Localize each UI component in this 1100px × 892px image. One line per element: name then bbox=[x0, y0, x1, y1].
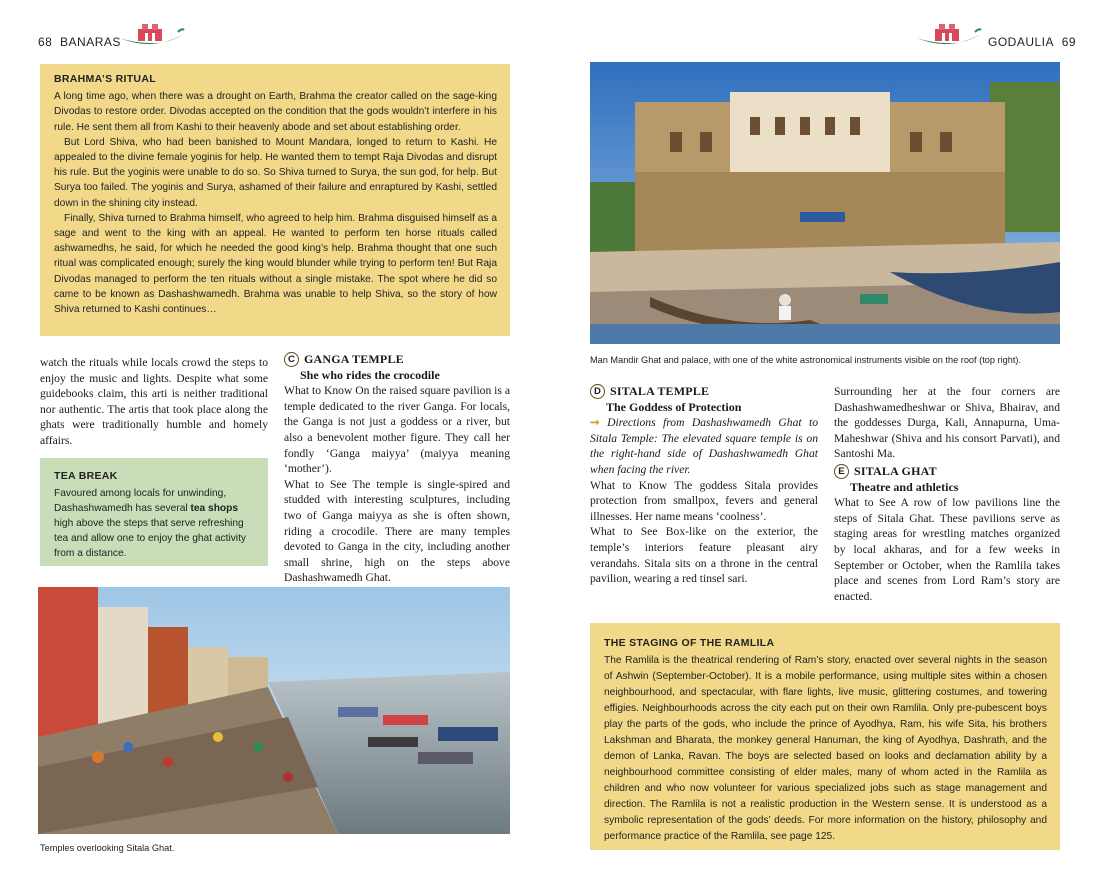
right-column-2 bbox=[834, 384, 1060, 604]
sitala-para-2: What to See Box-like on the exterior, the temple’s interiors feature pleasant airy verandahs. Sitala sits on a throne in the central pavilion, wearing a red tinsel sari. bbox=[590, 525, 818, 586]
boat-temple-icon-right bbox=[915, 20, 983, 50]
ganga-para-2: What to See The temple is single-spired and studded with interesting sculptures, including two of Ganga maiyya as she is often shown, riding a crocodile. There are many temples devoted to Ganga in the city, including another small shrine, high on the steps above Dashashwamedh Ghat. bbox=[284, 477, 510, 585]
sitala-temple-heading bbox=[590, 384, 818, 400]
ghat-photo-illustration bbox=[38, 587, 510, 834]
tea-text-a: Favoured among locals for unwinding, Dashashwamedh has several bbox=[54, 488, 227, 514]
sitala-temple-section bbox=[590, 384, 818, 587]
sitala-directions bbox=[590, 415, 818, 477]
ganga-temple-heading bbox=[284, 352, 510, 368]
left-page-number: 68 bbox=[38, 35, 53, 49]
sitala-ghat-para-1: What to See A row of low pavilions line the steps of Sitala Ghat. These pavilions serve as staging areas for wrestling matches organized by local akharas, and for a few weeks in September or October, when the Ramlila takes place and scenes from Lord Ram’s story are enacted. bbox=[834, 496, 1060, 603]
sitala-ghat-heading bbox=[834, 464, 1060, 480]
arti-paragraph: watch the rituals while locals crowd the steps to enjoy the music and lights. Despite what some guidebooks claim, this arti is neither traditional nor authentic. The artis that took place along the ghats were traditionally humble and homely affairs. bbox=[40, 356, 268, 447]
sitala-directions-text: Directions from Dashashwamedh Ghat to Sitala Temple: The elevated square temple is on the right-hand side of Dashashwamedh Ghat when facing the river. bbox=[590, 416, 818, 476]
sitala-temple-title: SITALA TEMPLE bbox=[610, 384, 710, 398]
sitala-temple-subtitle: The Goddess of Protection bbox=[606, 399, 742, 414]
left-column-text bbox=[40, 355, 268, 449]
directions-arrow-icon: ➞ bbox=[590, 416, 600, 430]
left-page-header bbox=[38, 35, 121, 49]
brahma-para-2: But Lord Shiva, who had been banished to Mount Mandara, longed to return to Kashi. He appealed to the divine female yoginis for help. He wanted them to tempt Raja Divodas and disrupt his rule. But the yoginis were unable to do so. So Shiva turned to Surya, the sun god, for help. But Surya too failed. The yoginis and Surya, ashamed of their failure and enraptured by Kashi, settled down in the shining city instead. bbox=[54, 136, 497, 209]
tea-box-title: TEA BREAK bbox=[54, 470, 118, 482]
brahma-ritual-box bbox=[40, 64, 510, 336]
tea-text-b: high above the steps that serve refreshing tea and allow one to enjoy the ghat activity from a distance. bbox=[54, 518, 246, 559]
sitala-para-3: Surrounding her at the four corners are Dashashwamedheshwar or Shiva, Bhairav, and the goddesses Durga, Kali, Annapurna, Uma-Maheshwar (Shiva and his consort Parvati), and Santoshi Ma. bbox=[834, 385, 1060, 461]
ramlila-box bbox=[590, 623, 1060, 850]
tea-break-box bbox=[40, 458, 268, 566]
marker-e-icon: E bbox=[834, 464, 849, 479]
ramlila-box-text: The Ramlila is the theatrical rendering of Ram’s story, enacted over several nights in the season of Ashwin (September-October). It is a mobile performance, using multiple sites within a chosen neighbourhood, and spectacular, with flare lights, live music, glittering costumes, and towering effigies. Neighbourhoods across the city each put on their own Ramlila. Only pre-pubescent boys play the parts of the gods, who include the prince of Ayodhya, Ram, his wife Sita, his brothers Lakshman and Bharata, the monkey general Hanuman, the king of Ayodhya, Dashrath, and the demon of Lanka, Ravan. The boys are selected based on looks and declamation ability by a neighbourhood committee consisting of elder males, many of whom acted in the Ramlila as children and who now volunteer for various specialized jobs such as stage management and direction. The Ramlila is not a realistic production in the Western sense. It is understood as a symbolic representation of the gods’ deeds. For more information on the history, philosophy and performance practice of the Ramlila, see page 125. bbox=[604, 655, 1047, 842]
ganga-para-1: What to Know On the raised square pavilion is a temple dedicated to the river Ganga. For locals, the Ganga is not just a goddess or a river, but also a benevolent mother figure. They call her fondly ‘Ganga maiyya’ (maiyya meaning ‘mother’). bbox=[284, 384, 510, 476]
ganga-temple-title: GANGA TEMPLE bbox=[304, 352, 404, 366]
left-page-title: BANARAS bbox=[60, 35, 121, 49]
brahma-para-1: A long time ago, when there was a drought on Earth, Brahma the creator called on the sage-king Divodas to restore order. Divodas accepted on the condition that the gods wouldn’t interfere in his rule. He sent them all from Kashi to their heavenly abode and set about establishing order. bbox=[54, 91, 497, 133]
ganga-temple-subtitle: She who rides the crocodile bbox=[300, 367, 440, 382]
tea-shops-bold: tea shops bbox=[190, 503, 239, 514]
right-page-number: 69 bbox=[1061, 35, 1077, 49]
marker-c-icon: C bbox=[284, 352, 299, 367]
brahma-para-3: Finally, Shiva turned to Brahma himself, who agreed to help him. Brahma disguised himself as a sage and went to the king with an appeal. He wanted to perform ten horse rituals called ashwamedhs, he said, for which he needed the good king’s help. Brahma thought that one such ritual was complicated enough; surely the king would blunder while trying to perform ten! But Raja Divodas managed to perform the ten rituals without a single mistake. The spot where he did so came to be known as Dashashwamedh. Brahma was unable to help Shiva, so the story of how Shiva returned to Kashi continues… bbox=[54, 212, 497, 316]
left-photo-caption: Temples overlooking Sitala Ghat. bbox=[40, 843, 175, 853]
boat-temple-icon bbox=[118, 20, 186, 50]
right-page-header bbox=[988, 35, 1076, 49]
sitala-para-1: What to Know The goddess Sitala provides protection from smallpox, fevers and general illnesses. Her name means ‘coolness’. bbox=[590, 478, 818, 523]
right-page-title: GODAULIA bbox=[988, 35, 1055, 49]
sitala-ghat-subtitle: Theatre and athletics bbox=[850, 479, 959, 494]
palace-photo-illustration bbox=[590, 62, 1060, 344]
sitala-ghat-photo bbox=[38, 587, 510, 834]
right-photo-caption: Man Mandir Ghat and palace, with one of the white astronomical instruments visible on the roof (top right). bbox=[590, 355, 1022, 365]
man-mandir-ghat-photo bbox=[590, 62, 1060, 344]
ramlila-box-title: THE STAGING OF THE RAMLILA bbox=[604, 637, 775, 649]
sitala-ghat-title: SITALA GHAT bbox=[854, 463, 937, 478]
ganga-temple-section bbox=[284, 352, 510, 586]
brahma-box-title: BRAHMA’S RITUAL bbox=[54, 73, 156, 85]
tea-box-text bbox=[54, 486, 256, 561]
marker-d-icon: D bbox=[590, 384, 605, 399]
